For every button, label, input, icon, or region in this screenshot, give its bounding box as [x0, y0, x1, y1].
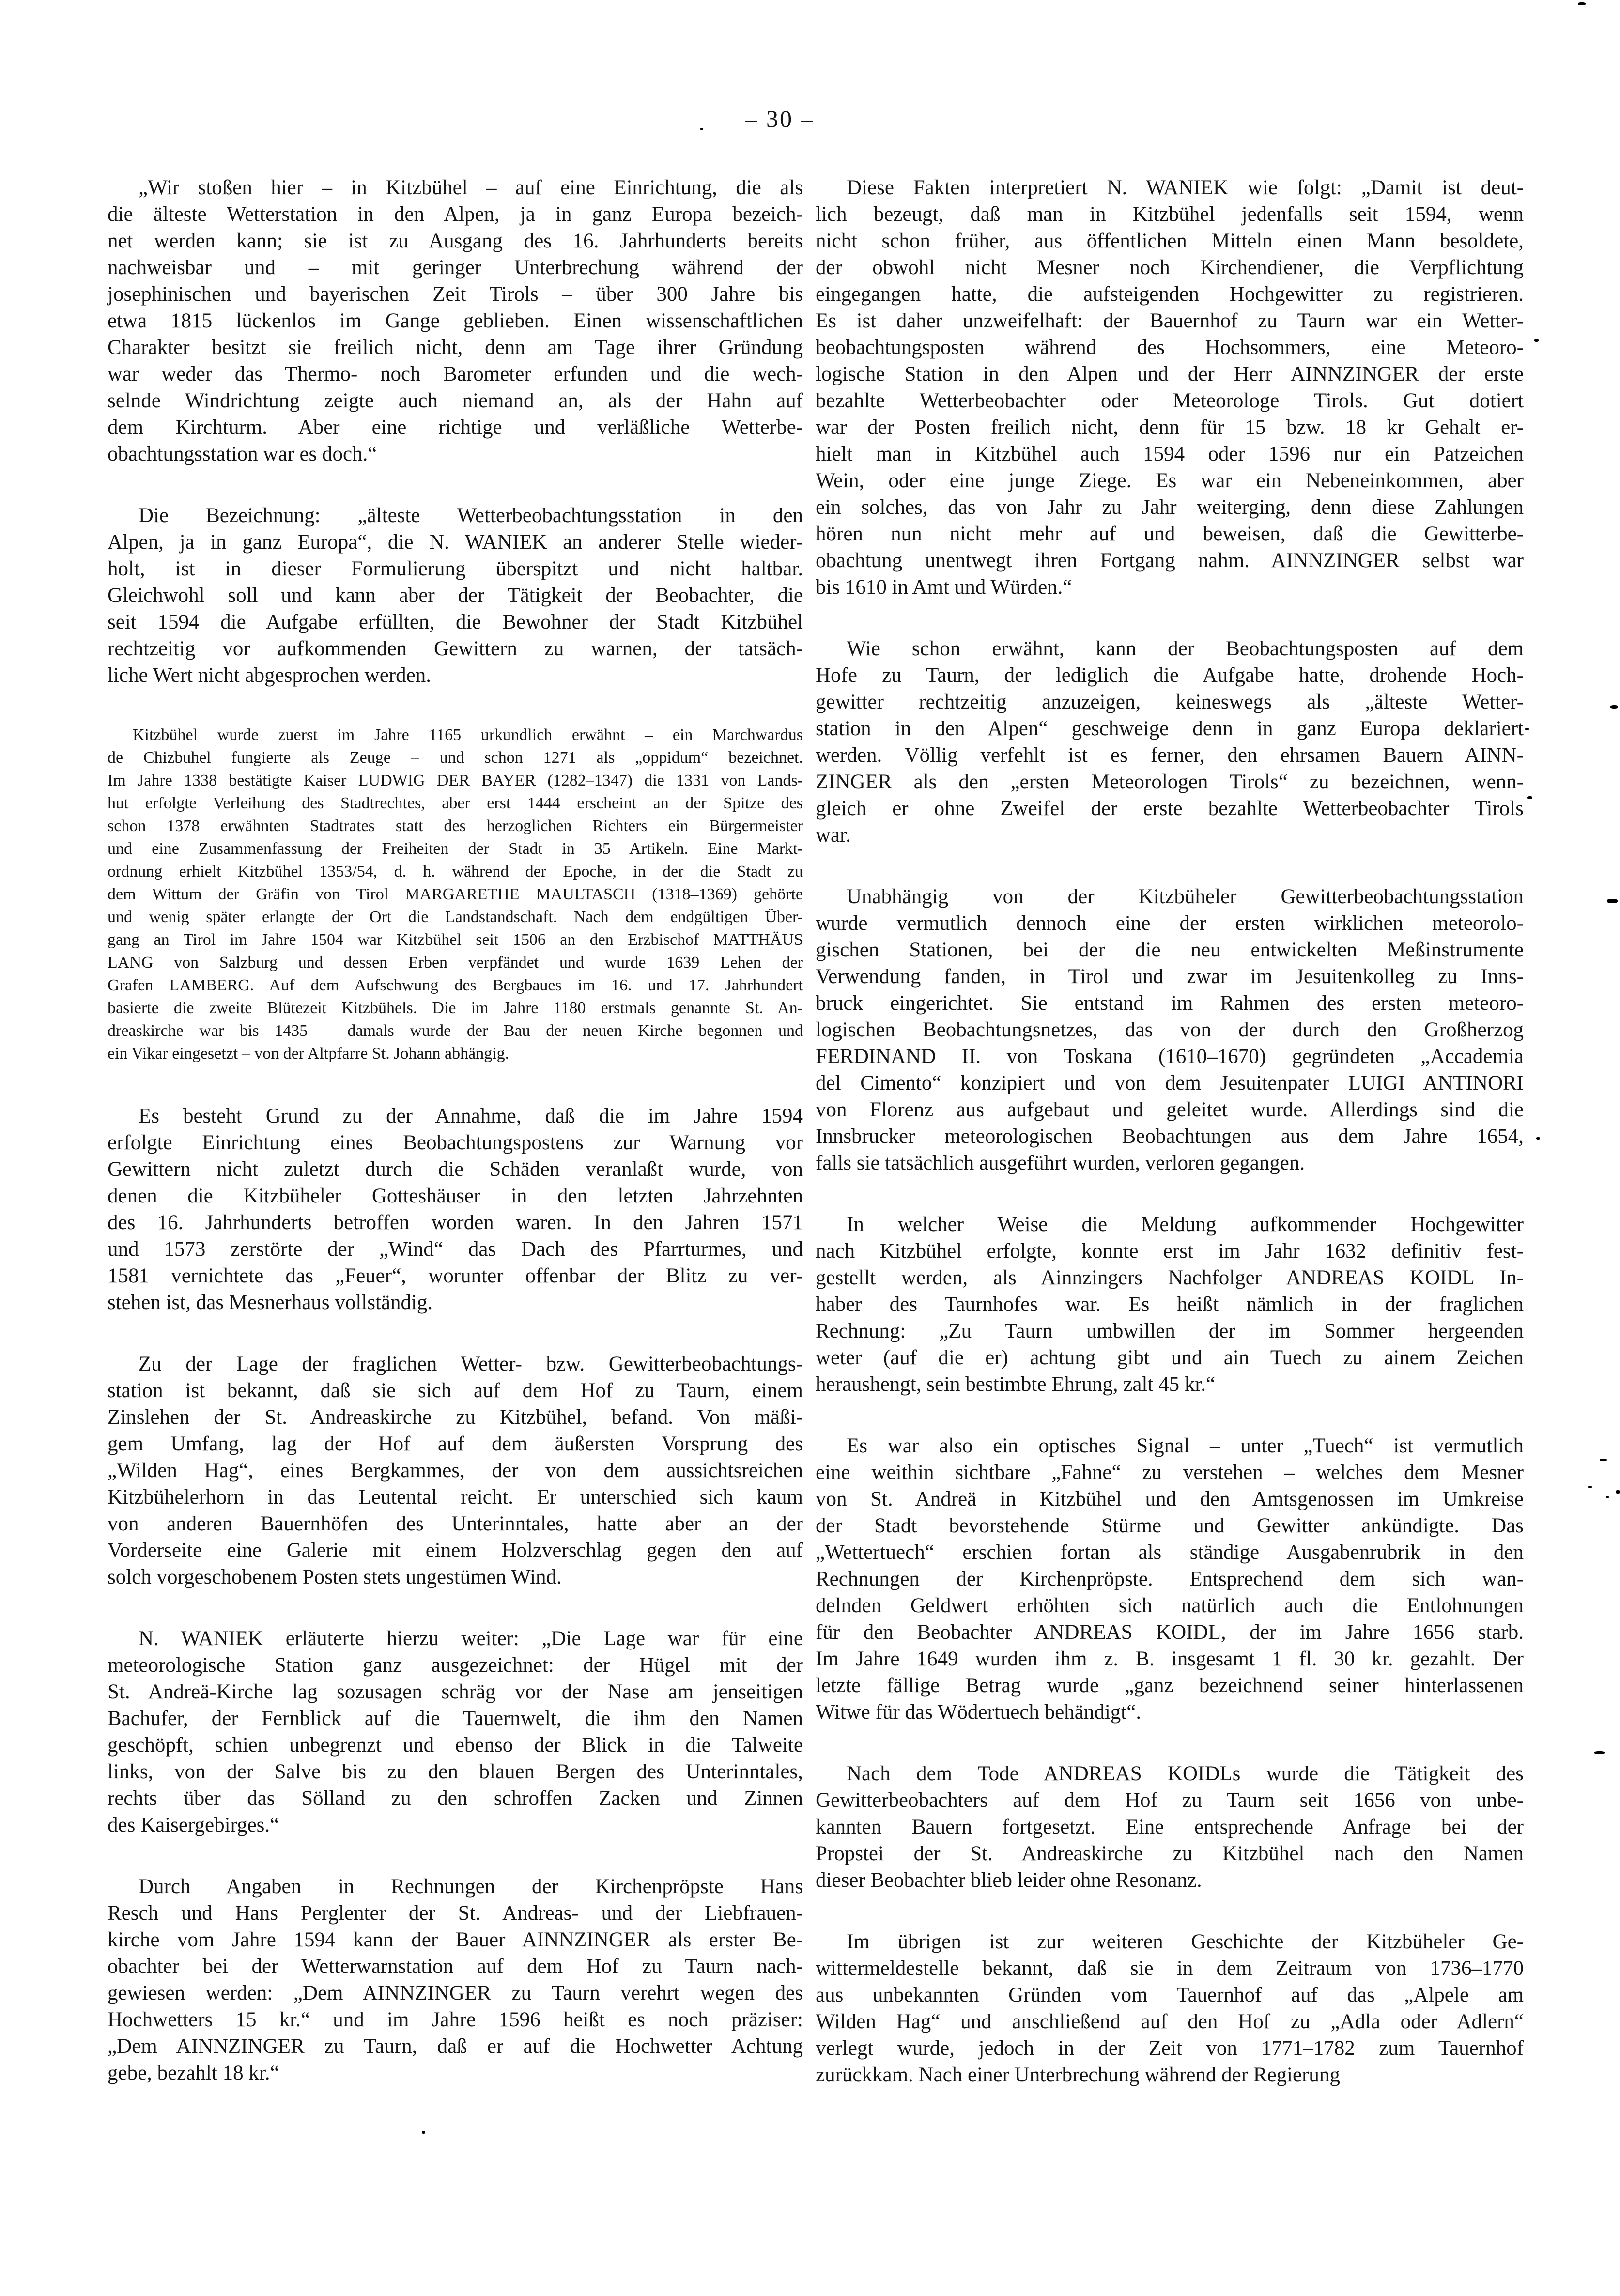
text-line: bezahlte Wetterbeobachter oder Meteorologe Tirols. Gut dotiert — [816, 389, 1524, 412]
text-line: und 1573 zerstörte der „Wind“ das Dach des Pfarrturmes, und — [108, 1238, 803, 1261]
text-line: Es ist daher unzweifelhaft: der Bauernhof zu Taurn war ein Wetter- — [816, 309, 1524, 332]
text-line: schon 1378 erwähnten Stadtrates statt des herzoglichen Richters ein Bürgermeister — [108, 817, 803, 835]
text-line: war weder das Thermo- noch Barometer erfunden und die wech- — [108, 363, 803, 385]
text-line: FERDINAND II. von Toskana (1610–1670) gegründeten „Accademia — [816, 1045, 1524, 1068]
text-line: Verwendung fanden, in Tirol und zwar im Jesuitenkolleg zu Inns- — [816, 965, 1524, 988]
text-line: seit 1594 die Aufgabe erfüllten, die Bewohner der Stadt Kitzbühel — [108, 611, 803, 633]
text-line: Es war also ein optisches Signal – unter „Tuech“ ist vermutlich — [847, 1434, 1524, 1457]
text-line: nach Kitzbühel erfolgte, konnte erst im Jahr 1632 definitiv fest- — [816, 1240, 1524, 1263]
text-line: verlegt wurde, jedoch in der Zeit von 1771–1782 zum Tauernhof — [816, 2037, 1524, 2060]
text-line: del Cimento“ konzipiert und von dem Jesuitenpater LUIGI ANTINORI — [816, 1072, 1524, 1094]
text-line: „Wir stoßen hier – in Kitzbühel – auf eine Einrichtung, die als — [139, 176, 803, 199]
text-line: gischen Stationen, bei der die neu entwickelten Meßinstrumente — [816, 939, 1524, 961]
scan-speck — [1594, 1751, 1605, 1754]
text-line: net werden kann; sie ist zu Ausgang des 16. Jahrhunderts bereits — [108, 230, 803, 252]
paragraph — [816, 1928, 1524, 2088]
text-line: werden. Völlig verfehlt ist es ferner, den ehrsamen Bauern AINN- — [816, 744, 1524, 767]
scan-speck — [1606, 1496, 1609, 1498]
text-line: meteorologische Station ganz ausgezeichnet: der Hügel mit der — [108, 1654, 803, 1677]
text-line: St. Andreä-Kirche lag sozusagen schräg vor der Nase am jenseitigen — [108, 1680, 803, 1703]
text-line: Hochwetters 15 kr.“ und im Jahre 1596 heißt es noch präziser: — [108, 2008, 803, 2031]
text-line: von St. Andreä in Kitzbühel und den Amtsgenossen im Umkreise — [816, 1488, 1524, 1510]
scan-speck — [700, 128, 703, 130]
text-line: ein Vikar eingesetzt – von der Altpfarre St. Johann abhängig. — [108, 1045, 509, 1063]
text-line: nicht schon früher, aus öffentlichen Mitteln einen Mann besoldete, — [816, 230, 1524, 252]
text-line: kannten Bauern fortgesetzt. Eine entsprechende Anfrage bei der — [816, 1816, 1524, 1838]
scan-speck — [1607, 899, 1618, 903]
text-line: bis 1610 in Amt und Würden.“ — [816, 576, 1072, 599]
text-line: wittermeldestelle bekannt, daß sie in dem Zeitraum von 1736–1770 — [816, 1957, 1524, 1980]
text-line: Gleichwohl soll und kann aber der Tätigkeit der Beobachter, die — [108, 584, 803, 607]
text-line: Gewitterbeobachters auf dem Hof zu Taurn seit 1656 von unbe- — [816, 1789, 1524, 1812]
text-line: basierte die zweite Blütezeit Kitzbühels. Die im Jahre 1180 erstmals genannte St. An- — [108, 999, 803, 1017]
text-line: der Stadt bevorstehende Stürme und Gewitter ankündigte. Das — [816, 1514, 1524, 1537]
scan-speck — [1610, 705, 1618, 709]
paragraph — [108, 174, 803, 467]
text-line: Wie schon erwähnt, kann der Beobachtungsposten auf dem — [847, 637, 1524, 660]
paragraph — [816, 1760, 1524, 1894]
text-line: obachtungsstation war es doch.“ — [108, 443, 377, 465]
text-line: Im Jahre 1338 bestätigte Kaiser LUDWIG DER BAYER (1282–1347) die 1331 von Lands- — [108, 771, 803, 789]
text-line: dreaskirche war bis 1435 – damals wurde der Bau der neuen Kirche begonnen und — [108, 1022, 803, 1040]
text-line: logische Station in den Alpen und der Herr AINNZINGER der erste — [816, 363, 1524, 385]
text-line: Kitzbühel wurde zuerst im Jahre 1165 urkundlich erwähnt – ein Marchwardus — [133, 726, 803, 744]
paragraph — [816, 1433, 1524, 1726]
text-line: gebe, bezahlt 18 kr.“ — [108, 2062, 279, 2084]
text-line: Vorderseite eine Galerie mit einem Holzverschlag gegen den auf — [108, 1539, 803, 1562]
text-line: Innsbrucker meteorologischen Beobachtungen aus dem Jahre 1654, — [816, 1125, 1524, 1148]
paragraph — [108, 724, 803, 1065]
text-line: Unabhängig von der Kitzbüheler Gewitterbeobachtungsstation — [847, 885, 1524, 908]
text-line: station in den Alpen“ geschweige denn in ganz Europa deklariert — [816, 717, 1524, 740]
text-line: Wein, oder eine junge Ziege. Es war ein Nebeneinkommen, aber — [816, 469, 1524, 492]
text-line: von anderen Bauernhöfen des Unterinntales, hatte aber an der — [108, 1512, 803, 1535]
text-line: Rechnung: „Zu Taurn umbwillen der im Sommer hergeenden — [816, 1320, 1524, 1342]
text-line: Kitzbühelerhorn in das Leutental reicht. Er unterschied sich kaum — [108, 1486, 803, 1509]
text-line: Zu der Lage der fraglichen Wetter- bzw. Gewitterbeobachtungs- — [139, 1353, 803, 1375]
paragraph — [816, 635, 1524, 848]
text-line: wurde vermutlich dennoch eine der ersten wirklichen meteorolo- — [816, 912, 1524, 935]
text-line: „Wilden Hag“, eines Bergkammes, der von dem aussichtsreichen — [108, 1459, 803, 1482]
text-line: weter (auf die er) achtung gibt und ain Tuech zu ainem Zeichen — [816, 1346, 1524, 1369]
text-line: Alpen, ja in ganz Europa“, die N. WANIEK an anderer Stelle wieder- — [108, 531, 803, 554]
text-line: station ist bekannt, daß sie sich auf dem Hof zu Taurn, einem — [108, 1379, 803, 1402]
page-number: – 30 – — [745, 105, 815, 132]
text-line: obachtung unentwegt ihren Fortgang nahm. AINNZINGER selbst war — [816, 549, 1524, 572]
paragraph — [816, 1211, 1524, 1398]
text-line: Charakter besitzt sie freilich nicht, denn am Tage ihrer Gründung — [108, 336, 803, 359]
text-line: Es besteht Grund zu der Annahme, daß die im Jahre 1594 — [139, 1105, 803, 1127]
text-line: gewiesen werden: „Dem AINNZINGER zu Taurn verehrt wegen des — [108, 1982, 803, 2004]
text-line: gestellt werden, als Ainnzingers Nachfolger ANDREAS KOIDL In- — [816, 1266, 1524, 1289]
text-line: ein solches, das von Jahr zu Jahr weiterging, denn diese Zahlungen — [816, 496, 1524, 519]
text-line: „Wettertuech“ erschien fortan als ständige Ausgabenrubrik in den — [816, 1541, 1524, 1564]
paragraph — [108, 1103, 803, 1316]
text-line: Wilden Hag“ und anschließend auf den Hof zu „Adla oder Adlern“ — [816, 2010, 1524, 2033]
text-line: denen die Kitzbüheler Gotteshäuser in den letzten Jahrzehnten — [108, 1185, 803, 1207]
left-column — [108, 174, 803, 2121]
text-line: Rechnungen der Kirchenpröpste. Entsprechend dem sich wan- — [816, 1568, 1524, 1590]
text-line: zurückkam. Nach einer Unterbrechung während der Regierung — [816, 2064, 1340, 2086]
text-line: bruck eingerichtet. Sie entstand im Rahmen des ersten meteoro- — [816, 992, 1524, 1015]
text-line: letzte fällige Betrag wurde „ganz bezeichnend seiner hinterlassenen — [816, 1674, 1524, 1697]
scan-speck — [1616, 1490, 1620, 1494]
text-line: stehen ist, das Mesnerhaus vollständig. — [108, 1291, 433, 1314]
scan-speck — [1600, 1459, 1607, 1461]
text-line: die älteste Wetterstation in den Alpen, ja in ganz Europa bezeich- — [108, 203, 803, 226]
text-line: Gewittern nicht zuletzt durch die Schäden veranlaßt wurde, von — [108, 1158, 803, 1181]
text-line: josephinischen und bayerischen Zeit Tirols – über 300 Jahre bis — [108, 283, 803, 306]
text-line: des Kaisergebirges.“ — [108, 1814, 279, 1836]
text-line: hören nun nicht mehr auf und beweisen, daß die Gewitterbe- — [816, 523, 1524, 545]
text-line: haber des Taurnhofes war. Es heißt nämlich in der fraglichen — [816, 1293, 1524, 1316]
paragraph — [108, 502, 803, 689]
text-line: falls sie tatsächlich ausgeführt wurden, verloren gegangen. — [816, 1152, 1305, 1174]
text-line: Grafen LAMBERG. Auf dem Aufschwung des Bergbaues im 16. und 17. Jahrhundert — [108, 976, 803, 994]
text-line: hut erfolgte Verleihung des Stadtrechtes, aber erst 1444 erscheint an der Spitze des — [108, 794, 803, 812]
text-line: von Florenz aus aufgebaut und geleitet wurde. Allerdings sind die — [816, 1098, 1524, 1121]
text-line: Die Bezeichnung: „älteste Wetterbeobachtungsstation in den — [139, 504, 803, 527]
text-line: Resch und Hans Perglenter der St. Andreas- und der Liebfrauen- — [108, 1902, 803, 1925]
text-line: de Chizbuhel fungierte als Zeuge – und schon 1271 als „oppidum“ bezeichnet. — [108, 749, 803, 767]
text-line: dem Kirchturm. Aber eine richtige und verläßliche Wetterbe- — [108, 416, 803, 439]
text-line: eine weithin sichtbare „Fahne“ zu verstehen – welches dem Mesner — [816, 1461, 1524, 1484]
text-line: war der Posten freilich nicht, denn für 15 bzw. 18 kr Gehalt er- — [816, 416, 1524, 439]
text-line: für den Beobachter ANDREAS KOIDL, der im Jahre 1656 starb. — [816, 1621, 1524, 1644]
text-line: etwa 1815 lückenlos im Gange geblieben. Einen wissenschaftlichen — [108, 309, 803, 332]
text-line: delnden Geldwert erhöhten sich natürlich auch die Entlohnungen — [816, 1594, 1524, 1617]
text-line: eingegangen hatte, die aufsteigenden Hochgewitter zu registrieren. — [816, 283, 1524, 306]
text-line: der obwohl nicht Mesner noch Kirchendiener, die Verpflichtung — [816, 256, 1524, 279]
text-line: LANG von Salzburg und dessen Erben verpfändet und wurde 1639 Lehen der — [108, 954, 803, 971]
text-line: Hofe zu Taurn, der lediglich die Aufgabe hatte, drohende Hoch- — [816, 664, 1524, 687]
text-line: gem Umfang, lag der Hof auf dem äußersten Vorsprung des — [108, 1433, 803, 1455]
text-line: hielt man in Kitzbühel auch 1594 oder 1596 nur ein Patzeichen — [816, 443, 1524, 465]
text-line: gewitter rechtzeitig anzuzeigen, keineswegs als „älteste Wetter- — [816, 691, 1524, 713]
scan-speck — [1578, 2, 1586, 5]
right-column — [816, 174, 1524, 2123]
scan-speck — [422, 2131, 425, 2134]
text-line: nachweisbar und – mit geringer Unterbrechung während der — [108, 256, 803, 279]
scan-speck — [1534, 339, 1539, 342]
text-line: heraushengt, sein bestimbte Ehrung, zalt 45 kr.“ — [816, 1373, 1216, 1396]
scan-speck — [1527, 796, 1532, 799]
text-line: holt, ist in dieser Formulierung überspitzt und nicht haltbar. — [108, 557, 803, 580]
text-line: liche Wert nicht abgesprochen werden. — [108, 664, 431, 687]
paragraph — [108, 1351, 803, 1590]
text-line: Witwe für das Wödertuech behändigt“. — [816, 1701, 1142, 1724]
paragraph — [108, 1625, 803, 1838]
text-line: solch vorgeschobenem Posten stets ungestümen Wind. — [108, 1566, 562, 1588]
text-line: lich bezeugt, daß man in Kitzbühel jedenfalls seit 1594, wenn — [816, 203, 1524, 226]
text-line: Bachufer, der Fernblick auf die Tauernwelt, die ihm den Namen — [108, 1707, 803, 1730]
text-line: selnde Windrichtung zeigte auch niemand an, als der Hahn auf — [108, 389, 803, 412]
text-line: Zinslehen der St. Andreaskirche zu Kitzbühel, befand. Von mäßi- — [108, 1406, 803, 1429]
text-line: rechts über das Sölland zu den schroffen Zacken und Zinnen — [108, 1787, 803, 1810]
text-line: Nach dem Tode ANDREAS KOIDLs wurde die Tätigkeit des — [847, 1762, 1524, 1785]
text-line: war. — [816, 824, 851, 847]
text-line: geschöpft, schien unbegrenzt und ebenso der Blick in die Talweite — [108, 1734, 803, 1757]
text-line: und wenig später erlangte der Ort die Landstandschaft. Nach dem endgültigen Über- — [108, 908, 803, 926]
scan-speck — [1536, 1137, 1540, 1140]
text-line: kirche vom Jahre 1594 kann der Bauer AINNZINGER als erster Be- — [108, 1928, 803, 1951]
text-line: obachter bei der Wetterwarnstation auf dem Hof zu Taurn nach- — [108, 1955, 803, 1978]
text-line: Im übrigen ist zur weiteren Geschichte der Kitzbüheler Ge- — [847, 1930, 1524, 1953]
text-line: „Dem AINNZINGER zu Taurn, daß er auf die Hochwetter Achtung — [108, 2035, 803, 2058]
text-line: aus unbekannten Gründen vom Tauernhof auf das „Alpele am — [816, 1984, 1524, 2006]
text-line: beobachtungsposten während des Hochsommers, eine Meteoro- — [816, 336, 1524, 359]
paragraph — [816, 174, 1524, 601]
text-line: Diese Fakten interpretiert N. WANIEK wie folgt: „Damit ist deut- — [847, 176, 1524, 199]
text-line: ZINGER als den „ersten Meteorologen Tirols“ zu bezeichnen, wenn- — [816, 770, 1524, 793]
text-line: und eine Zusammenfassung der Freiheiten der Stadt in 35 Artikeln. Eine Markt- — [108, 840, 803, 858]
text-line: links, von der Salve bis zu den blauen Bergen des Unterinntales, — [108, 1760, 803, 1783]
text-line: N. WANIEK erläuterte hierzu weiter: „Die Lage war für eine — [139, 1627, 803, 1650]
text-line: Propstei der St. Andreaskirche zu Kitzbühel nach den Namen — [816, 1842, 1524, 1865]
text-line: gang an Tirol im Jahre 1504 war Kitzbühel seit 1506 an den Erzbischof MATTHÄUS — [108, 931, 803, 949]
scan-speck — [1588, 1486, 1592, 1488]
text-line: ordnung erhielt Kitzbühel 1353/54, d. h. während der Epoche, in der die Stadt zu — [108, 863, 803, 880]
paragraph — [108, 1873, 803, 2086]
scan-speck — [1525, 728, 1529, 730]
text-line: logischen Beobachtungsnetzes, das von der durch den Großherzog — [816, 1018, 1524, 1041]
text-line: Durch Angaben in Rechnungen der Kirchenpröpste Hans — [139, 1875, 803, 1898]
text-line: In welcher Weise die Meldung aufkommender Hochgewitter — [847, 1213, 1524, 1236]
text-line: dem Wittum der Gräfin von Tirol MARGARETHE MAULTASCH (1318–1369) gehörte — [108, 885, 803, 903]
text-line: rechtzeitig vor aufkommenden Gewittern zu warnen, der tatsäch- — [108, 637, 803, 660]
text-line: dieser Beobachter blieb leider ohne Resonanz. — [816, 1869, 1202, 1892]
text-line: gleich er ohne Zweifel der erste bezahlte Wetterbeobachter Tirols — [816, 797, 1524, 820]
text-line: erfolgte Einrichtung eines Beobachtungspostens zur Warnung vor — [108, 1131, 803, 1154]
text-line: 1581 vernichtete das „Feuer“, worunter offenbar der Blitz zu ver- — [108, 1264, 803, 1287]
text-line: Im Jahre 1649 wurden ihm z. B. insgesamt 1 fl. 30 kr. gezahlt. Der — [816, 1648, 1524, 1670]
paragraph — [816, 883, 1524, 1176]
text-line: des 16. Jahrhunderts betroffen worden waren. In den Jahren 1571 — [108, 1211, 803, 1234]
